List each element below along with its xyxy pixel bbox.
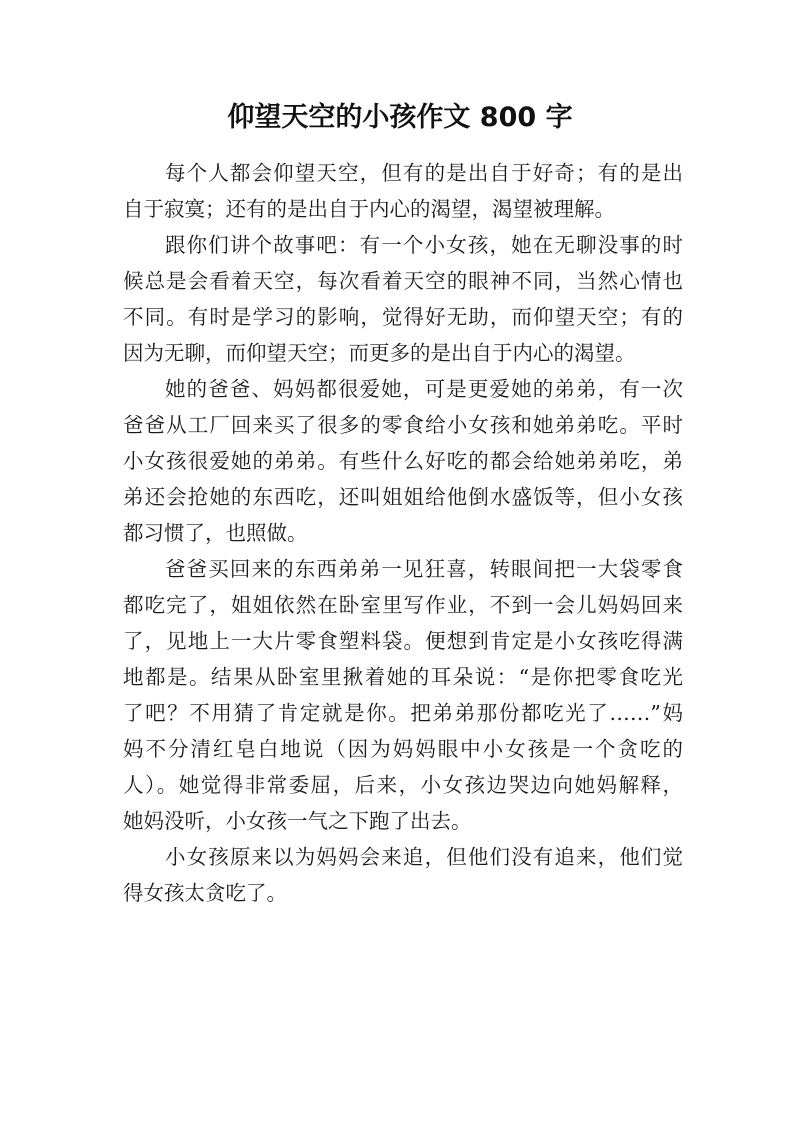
paragraph	[123, 371, 683, 551]
text-line: 每个人都会仰望天空，但有的是出自于好奇；有的是出	[165, 161, 683, 185]
text-line: 弟还会抢她的东西吃，还叫姐姐给他倒水盛饭等，但小女孩	[123, 485, 683, 509]
text-line: 她妈没听，小女孩一气之下跑了出去。	[123, 809, 472, 833]
text-line: 了吧？不用猜了肯定就是你。把弟弟那份都吃光了……”妈	[123, 701, 683, 725]
text-line: 候总是会看着天空，每次看着天空的眼神不同，当然心情也	[123, 269, 683, 293]
text-line: 都吃完了，姐姐依然在卧室里写作业，不到一会儿妈妈回来	[123, 593, 683, 617]
text-line: 因为无聊，而仰望天空；而更多的是出自于内心的渴望。	[123, 341, 636, 365]
text-line: 她的爸爸、妈妈都很爱她，可是更爱她的弟弟，有一次	[165, 377, 683, 401]
text-line: 了，见地上一大片零食塑料袋。便想到肯定是小女孩吃得满	[123, 629, 683, 653]
text-line: 小女孩原来以为妈妈会来追，但他们没有追来，他们觉	[165, 845, 683, 869]
text-line: 跟你们讲个故事吧：有一个小女孩，她在无聊没事的时	[165, 233, 683, 257]
text-line: 都习惯了，也照做。	[123, 521, 308, 545]
text-line: 自于寂寞；还有的是出自于内心的渴望，渴望被理解。	[123, 197, 615, 221]
document-body	[123, 155, 683, 911]
paragraph	[123, 839, 683, 911]
document-title: 仰望天空的小孩作文 800 字	[227, 102, 573, 133]
text-line: 妈不分清红皂白地说（因为妈妈眼中小女孩是一个贪吃的	[123, 737, 683, 761]
text-line: 人）。她觉得非常委屈，后来，小女孩边哭边向她妈解释，	[123, 773, 683, 797]
paragraph	[123, 551, 683, 839]
text-line: 爸爸从工厂回来买了很多的零食给小女孩和她弟弟吃。平时	[123, 413, 683, 437]
text-line: 得女孩太贪吃了。	[123, 881, 287, 905]
text-line: 爸爸买回来的东西弟弟一见狂喜，转眼间把一大袋零食	[165, 557, 683, 581]
text-line: 地都是。结果从卧室里揪着她的耳朵说：“是你把零食吃光	[123, 665, 683, 689]
paragraph	[123, 155, 683, 227]
text-line: 小女孩很爱她的弟弟。有些什么好吃的都会给她弟弟吃，弟	[123, 449, 683, 473]
paragraph	[123, 227, 683, 371]
text-line: 不同。有时是学习的影响，觉得好无助，而仰望天空；有的	[123, 305, 683, 329]
